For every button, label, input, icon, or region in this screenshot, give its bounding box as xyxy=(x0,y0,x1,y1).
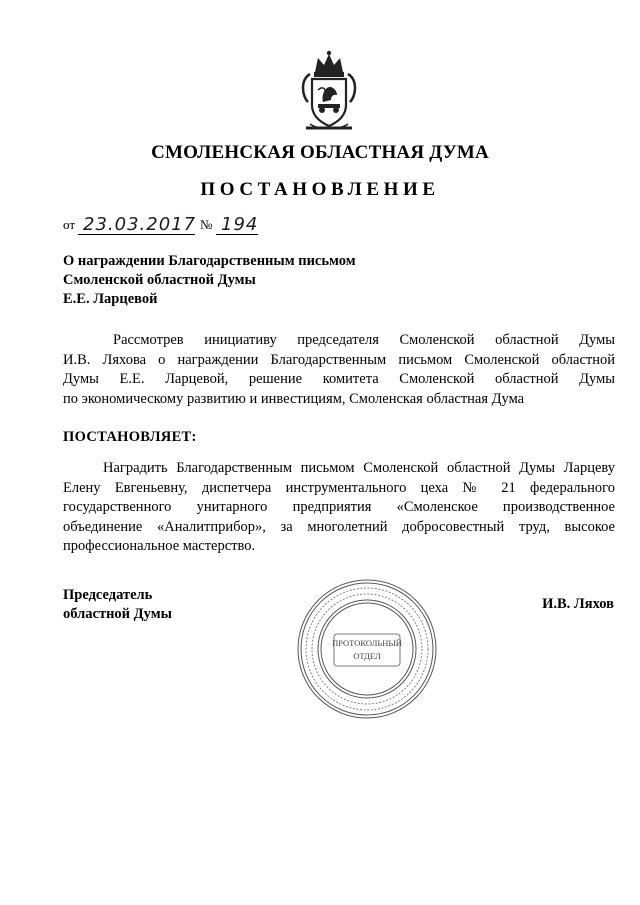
preamble-line: Думы Е.Е. Ларцевой, решение комитета Смоленской областной Думы xyxy=(63,371,615,387)
subject-block xyxy=(63,252,356,309)
preamble-line: Рассмотрев инициативу председателя Смоленской областной Думы xyxy=(113,332,615,348)
stamp-text: ПРОТОКОЛЬНЫЙ xyxy=(332,638,402,648)
resolves-heading: ПОСТАНОВЛЯЕТ: xyxy=(63,429,197,445)
resolution-line: государственного унитарного предприятия «Смоленское производственное xyxy=(63,499,615,515)
subject-line: Е.Е. Ларцевой xyxy=(63,291,158,307)
signatory-title-line: областной Думы xyxy=(63,606,172,622)
preamble-paragraph xyxy=(63,331,615,409)
signatory-title-line: Председатель xyxy=(63,587,153,603)
preamble-line: по экономическому развитию и инвестициям, Смоленская областная Дума xyxy=(63,390,525,407)
stamp-text: ОТДЕЛ xyxy=(353,651,381,661)
coat-of-arms-icon xyxy=(298,50,360,132)
handwritten-date: 23.03.2017 xyxy=(83,214,197,235)
date-prefix: от xyxy=(63,217,76,232)
preamble-line: И.В. Ляхова о награждении Благодарственным письмом Смоленской областной xyxy=(63,351,615,368)
resolution-line: профессиональное мастерство. xyxy=(63,538,256,554)
resolution-line: объединение «Аналитприбор», за многолетний добросовестный труд, высокое xyxy=(63,518,615,535)
subject-line: Смоленской областной Думы xyxy=(63,272,256,288)
document-type: ПОСТАНОВЛЕНИЕ xyxy=(200,179,440,200)
handwritten-number: 194 xyxy=(221,214,259,235)
official-stamp xyxy=(296,578,438,720)
signatory-title xyxy=(63,586,172,624)
signatory-name: И.В. Ляхов xyxy=(542,596,614,612)
organization-name: СМОЛЕНСКАЯ ОБЛАСТНАЯ ДУМА xyxy=(151,142,489,163)
resolution-line: Елену Евгеньевну, диспетчера инструментального цеха № 21 федерального xyxy=(63,479,615,496)
number-prefix: № xyxy=(200,217,213,232)
resolution-line: Наградить Благодарственным письмом Смоленской областной Думы Ларцеву xyxy=(103,460,615,476)
subject-line: О награждении Благодарственным письмом xyxy=(63,253,356,269)
resolution-paragraph xyxy=(63,459,615,557)
